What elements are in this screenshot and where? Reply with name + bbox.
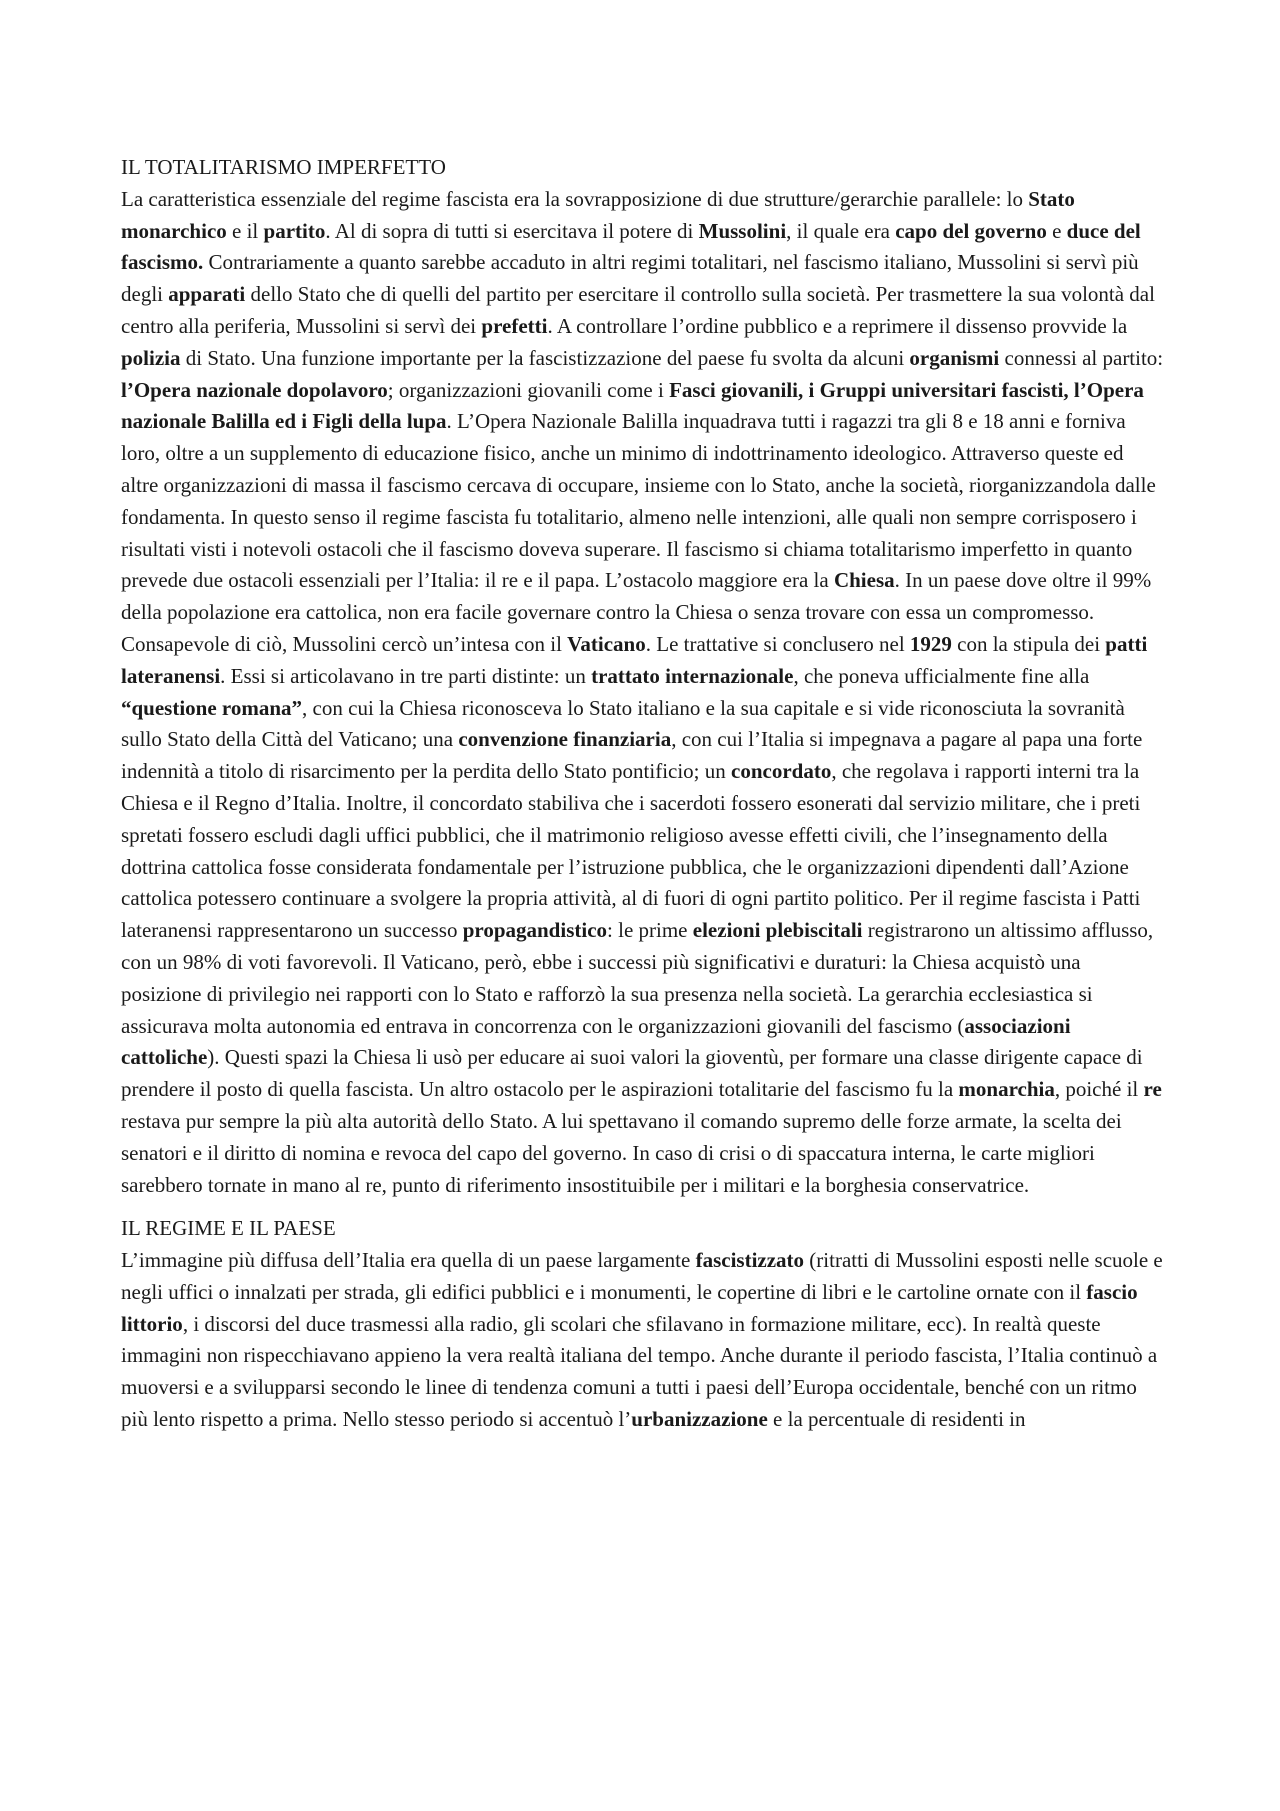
section-totalitarismo [121, 152, 1166, 1201]
bold-term: re [1143, 1077, 1162, 1102]
text-run: Contrariamente a quanto sarebbe accaduto in altri regimi totalitari, nel fascismo italiano, Mussolini si servì più degli [121, 250, 1139, 307]
bold-term: elezioni plebiscitali [692, 918, 863, 943]
bold-term: convenzione finanziaria [458, 727, 672, 752]
text-run: . A controllare l’ordine pubblico e a reprimere il dissenso provvide la [547, 313, 1128, 338]
bold-term: patti lateranensi [121, 631, 1148, 688]
bold-term: trattato internazionale [591, 663, 794, 688]
text-run: : le prime [607, 918, 693, 943]
bold-term: Vaticano [567, 631, 646, 656]
text-run: . L’Opera Nazionale Balilla inquadrava tutti i ragazzi tra gli 8 e 18 anni e forniva loro, oltre a un supplemento di educazione fisico, anche un minimo di indottrinamento ideologico. Attraverso queste ed altre organizzazioni di massa il fascismo cercava di occupare, insieme con lo Stato, anche la società, riorganizzandola dalle fondamenta. In questo senso il regime fascista fu totalitario, almeno nelle intenzioni, alle quali non sempre corrisposero i risultati visti i notevoli ostacoli che il fascismo doveva superare. Il fascismo si chiama totalitarismo imperfetto in quanto prevede due ostacoli essenziali per l’Italia: il re e il papa. L’ostacolo maggiore era la [121, 409, 1156, 593]
bold-term: fascistizzato [695, 1248, 805, 1273]
section-heading: IL REGIME E IL PAESE [121, 1216, 336, 1241]
section-body [121, 184, 1166, 1202]
text-run: ). Questi spazi la Chiesa li usò per educare ai suoi valori la gioventù, per formare una classe dirigente capace di prendere il posto di quella fascista. Un altro ostacolo per le aspirazioni totalitarie del fascismo fu la [121, 1045, 1143, 1102]
bold-term: duce del fascismo. [121, 218, 1141, 275]
text-run: registrarono un altissimo afflusso, con un 98% di voti favorevoli. Il Vaticano, però, ebbe i successi più significativi e duraturi: la Chiesa acquistò una posizione di privilegio nei rapporti con lo Stato e rafforzò la sua presenza nella società. La gerarchia ecclesiastica si assicurava molta autonomia ed entrava in concorrenza con le organizzazioni giovanili del fascismo ( [121, 918, 1154, 1038]
bold-term: “questione romana” [121, 695, 303, 720]
section-regime-paese [121, 1213, 1166, 1436]
text-run: e il [226, 218, 264, 243]
text-run: , il quale era [786, 218, 896, 243]
bold-term: apparati [168, 282, 246, 307]
section-heading: IL TOTALITARISMO IMPERFETTO [121, 155, 446, 179]
bold-term: partito [263, 218, 326, 243]
bold-term: Stato monarchico [121, 186, 1075, 243]
bold-term: Mussolini [698, 218, 787, 243]
bold-term: monarchia [958, 1077, 1055, 1102]
text-run: , con cui l’Italia si impegnava a pagare al papa una forte indennità a titolo di risarcimento per la perdita dello Stato pontificio; un [121, 727, 1143, 784]
bold-term: fascio littorio [121, 1279, 1138, 1336]
text-run: , con cui la Chiesa riconosceva lo Stato italiano e la sua capitale e si vide riconosciuta la sovranità sullo Stato della Città del Vaticano; una [121, 695, 1125, 752]
text-run: connessi al partito: [999, 345, 1164, 370]
text-run: restava pur sempre la più alta autorità dello Stato. A lui spettavano il comando supremo delle forze armate, la scelta dei senatori e il diritto di nomina e revoca del capo del governo. In caso di crisi o di spaccatura interna, le carte migliori sarebbero tornate in mano al re, punto di riferimento insostituibile per i militari e la borghesia conservatrice. [121, 1108, 1122, 1197]
text-run: (ritratti di Mussolini esposti nelle scuole e negli uffici o innalzati per strada, gli edifici pubblici e i monumenti, le copertine di libri e le cartoline ornate con il [121, 1248, 1163, 1304]
text-run: . Le trattative si conclusero nel [645, 631, 910, 656]
bold-term: urbanizzazione [631, 1407, 768, 1432]
text-run: . Al di sopra di tutti si esercitava il potere di [325, 218, 699, 243]
text-run: , che poneva ufficialmente fine alla [793, 663, 1090, 688]
document-page [121, 152, 1166, 1436]
text-run: dello Stato che di quelli del partito per esercitare il controllo sulla società. Per trasmettere la sua volontà dal centro alla periferia, Mussolini si servì dei [121, 282, 1155, 338]
bold-term: organismi [909, 345, 1000, 370]
section-body [121, 1245, 1166, 1436]
bold-term: prefetti [481, 313, 548, 338]
text-run: . Essi si articolavano in tre parti distinte: un [220, 663, 592, 688]
bold-term: 1929 [909, 631, 952, 656]
bold-term: concordato [731, 759, 832, 784]
bold-term: Fasci giovanili, i Gruppi universitari fascisti, l’Opera nazionale Balilla ed i Figli della lupa [121, 377, 1144, 434]
bold-term: l’Opera nazionale dopolavoro [121, 377, 388, 402]
text-run: , che regolava i rapporti interni tra la Chiesa e il Regno d’Italia. Inoltre, il concordato stabiliva che i sacerdoti fossero esonerati dal servizio militare, che i preti spretati fossero escludi dagli uffici pubblici, che il matrimonio religioso avesse effetti civili, che l’insegnamento della dottrina cattolica fosse considerata fondamentale per l’istruzione pubblica, che le organizzazioni dipendenti dall’Azione cattolica potessero continuare a svolgere la propria attività, al di fuori di ogni partito politico. Per il regime fascista i Patti lateranensi rappresentarono un successo [121, 759, 1141, 943]
bold-term: propagandistico [462, 918, 608, 943]
text-run: , i discorsi del duce trasmessi alla radio, gli scolari che sfilavano in formazione militare, ecc). In realtà queste immagini non rispecchiavano appieno la vera realtà italiana del tempo. Anche durante il periodo fascista, l’Italia continuò a muoversi e a svilupparsi secondo le linee di tendenza comuni a tutti i paesi dell’Europa occidentale, benché con un ritmo più lento rispetto a prima. Nello stesso periodo si accentuò l’ [121, 1311, 1158, 1432]
bold-term: polizia [121, 345, 181, 370]
text-run: . In un paese dove oltre il 99% della popolazione era cattolica, non era facile governare contro la Chiesa o senza trovare con essa un compromesso. Consapevole di ciò, Mussolini cercò un’intesa con il [121, 568, 1152, 656]
text-run: e [1046, 218, 1067, 243]
section-spacer [121, 1201, 1166, 1213]
bold-term: associazioni cattoliche [121, 1013, 1071, 1070]
text-run: , poiché il [1054, 1077, 1144, 1102]
text-run: ; organizzazioni giovanili come i [387, 377, 670, 402]
text-run: di Stato. Una funzione importante per la fascistizzazione del paese fu svolta da alcuni [180, 345, 910, 370]
text-run: con la stipula dei [951, 631, 1106, 656]
text-run: La caratteristica essenziale del regime fascista era la sovrapposizione di due strutture/gerarchie parallele: lo [121, 186, 1029, 211]
bold-term: capo del governo [895, 218, 1047, 243]
bold-term: Chiesa [833, 568, 895, 593]
text-run: e la percentuale di residenti in [767, 1407, 1026, 1432]
text-run: L’immagine più diffusa dell’Italia era quella di un paese largamente [121, 1248, 696, 1273]
